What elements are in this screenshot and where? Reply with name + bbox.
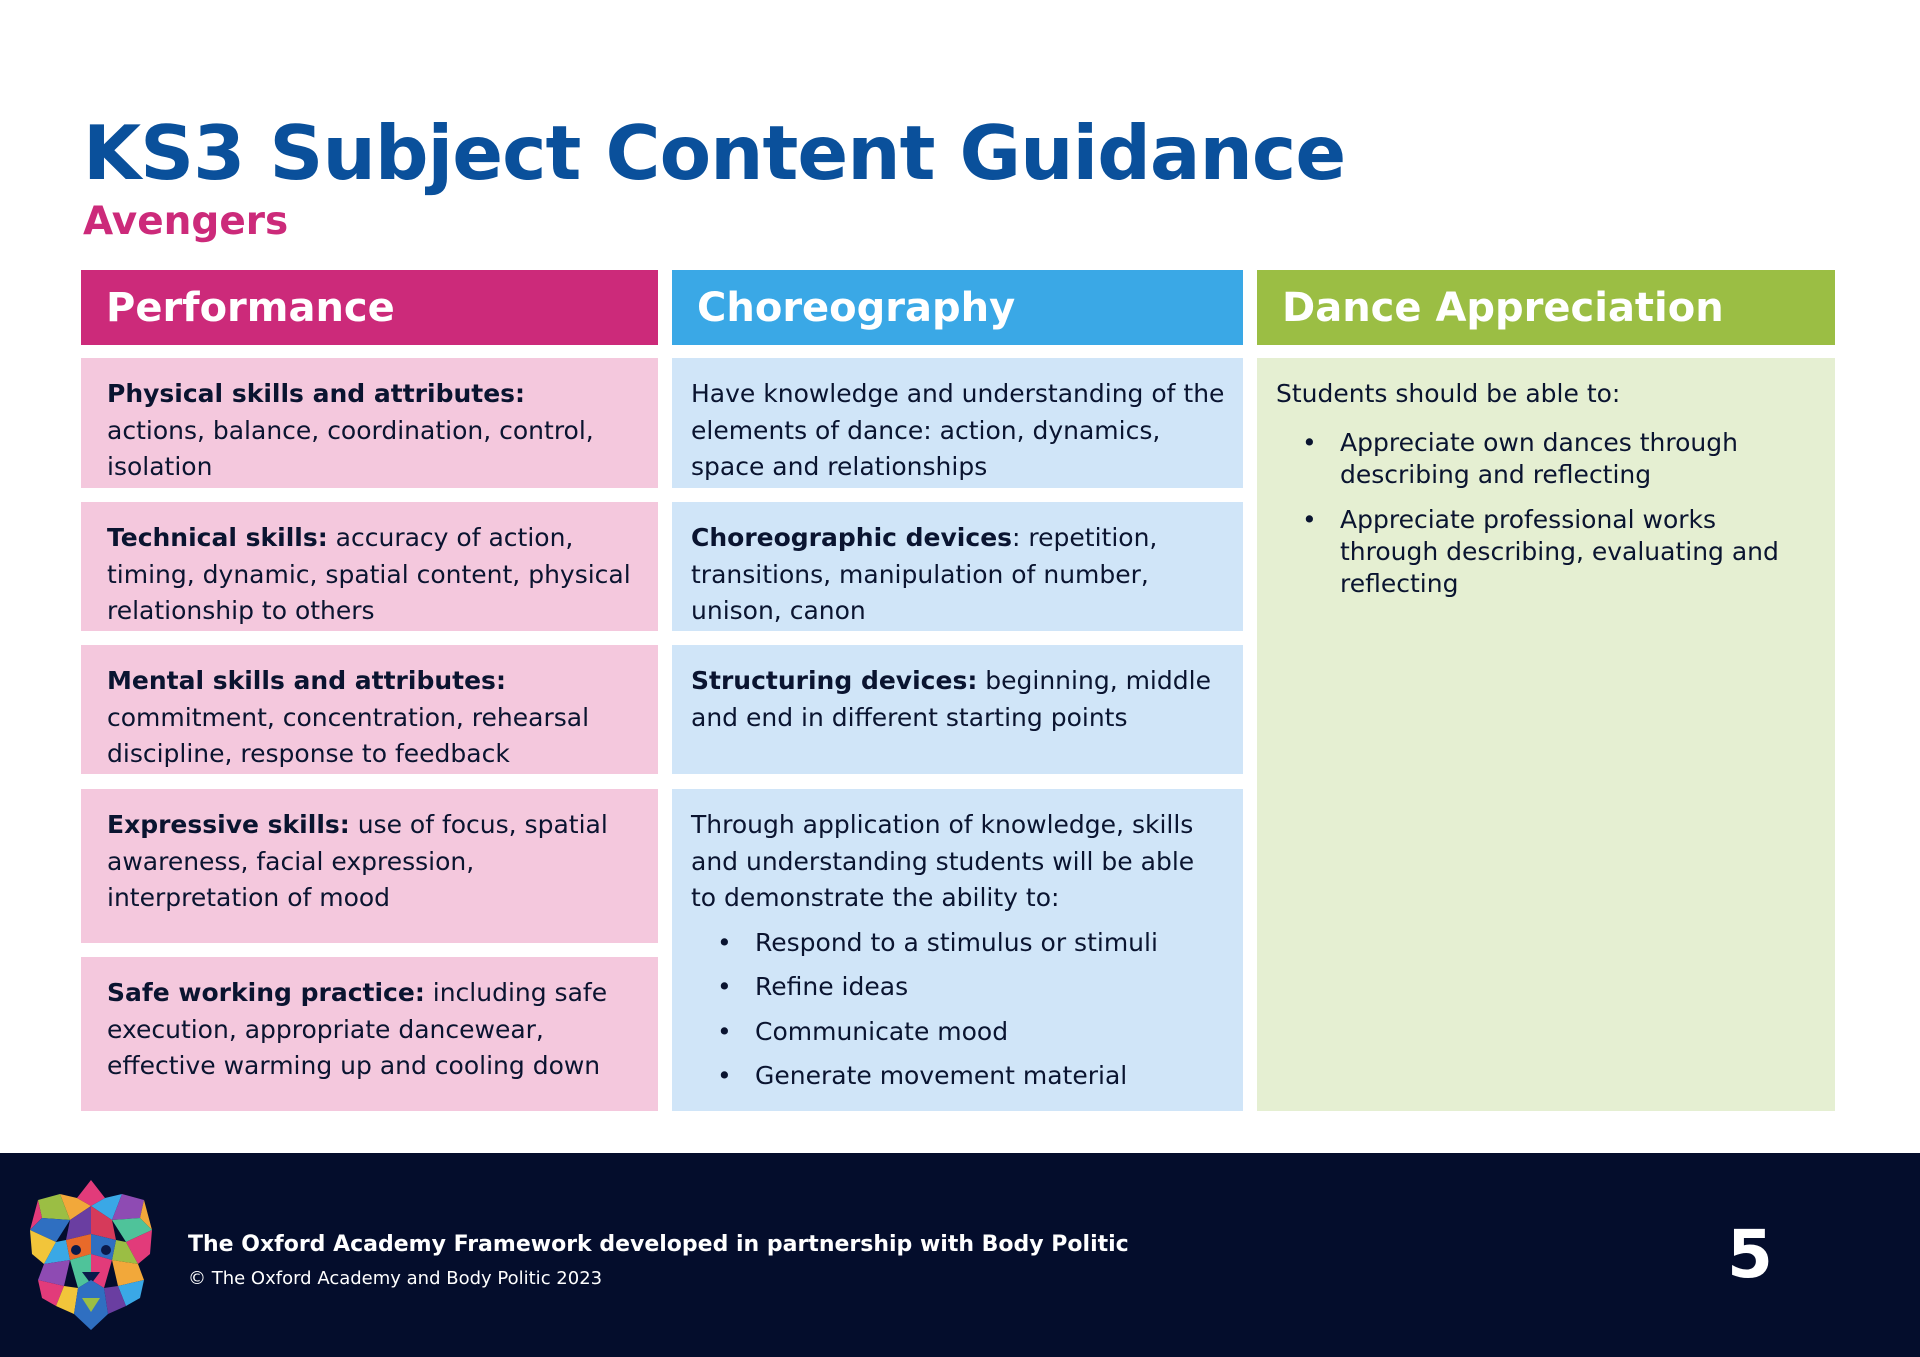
cell-text: including safe execution, appropriate dancewear, effective warming up and cooling down <box>107 978 608 1080</box>
cell-text: beginning, middle and end in different starting points <box>691 666 1211 732</box>
list-item: • Communicate mood <box>717 1016 1009 1046</box>
page-number: 5 <box>1727 1216 1773 1293</box>
cell-heading: Physical skills and attributes: <box>107 379 526 408</box>
appreciation-header-label: Dance Appreciation <box>1282 284 1724 331</box>
choreography-bullet-list <box>691 925 1225 1095</box>
lion-icon <box>30 1180 152 1330</box>
choreography-cell-elements <box>672 358 1243 488</box>
cell-heading: Choreographic devices <box>691 523 1013 552</box>
cell-text: : repetition, transitions, manipulation of number, unison, canon <box>691 523 1158 625</box>
appreciation-header <box>1257 270 1835 345</box>
cell-heading: Safe working practice: <box>107 978 425 1007</box>
page-title: KS3 Subject Content Guidance <box>83 109 1346 197</box>
footer-copyright: © The Oxford Academy and Body Politic 2023 <box>188 1268 603 1289</box>
cell-text: Through application of knowledge, skills and understanding students will be able to demonstrate the ability to: <box>691 810 1195 912</box>
cell-text: use of focus, spatial awareness, facial expression, interpretation of mood <box>107 810 608 912</box>
cell-heading: Expressive skills: <box>107 810 350 839</box>
performance-cell-safe-working <box>81 957 658 1111</box>
performance-cell-mental <box>81 645 658 774</box>
choreography-header-label: Choreography <box>697 284 1016 331</box>
performance-cell-technical <box>81 502 658 631</box>
cell-text: Have knowledge and understanding of the elements of dance: action, dynamics, space and relationships <box>691 379 1225 481</box>
cell-heading: Mental skills and attributes: <box>107 666 506 695</box>
performance-header <box>81 270 658 345</box>
choreography-cell-devices <box>672 502 1243 631</box>
footer-credit: The Oxford Academy Framework developed in partnership with Body Politic <box>188 1232 1129 1257</box>
cell-text: accuracy of action, timing, dynamic, spatial content, physical relationship to others <box>107 523 631 625</box>
cell-text: Students should be able to: <box>1276 379 1621 408</box>
list-item: • Refine ideas <box>717 972 909 1001</box>
cell-heading: Technical skills: <box>107 523 328 552</box>
performance-header-label: Performance <box>106 284 395 331</box>
cell-heading: Structuring devices: <box>691 666 978 695</box>
page-subtitle: Avengers <box>83 199 289 244</box>
list-item: • Appreciate professional works through describing, evaluating and reflecting <box>1302 504 1779 598</box>
list-item: • Generate movement material <box>717 1061 1128 1090</box>
performance-cell-expressive <box>81 789 658 943</box>
performance-cell-physical <box>81 358 658 488</box>
choreography-cell-application <box>672 789 1243 1111</box>
cell-text: actions, balance, coordination, control, isolation <box>107 415 594 481</box>
choreography-cell-structuring <box>672 645 1243 774</box>
cell-text: commitment, concentration, rehearsal discipline, response to feedback <box>107 702 590 768</box>
appreciation-cell <box>1257 358 1835 1111</box>
list-item: • Respond to a stimulus or stimuli <box>717 927 1158 957</box>
list-item: • Appreciate own dances through describing and reflecting <box>1302 427 1738 489</box>
appreciation-bullet-list <box>1276 427 1813 600</box>
choreography-header <box>672 270 1243 345</box>
